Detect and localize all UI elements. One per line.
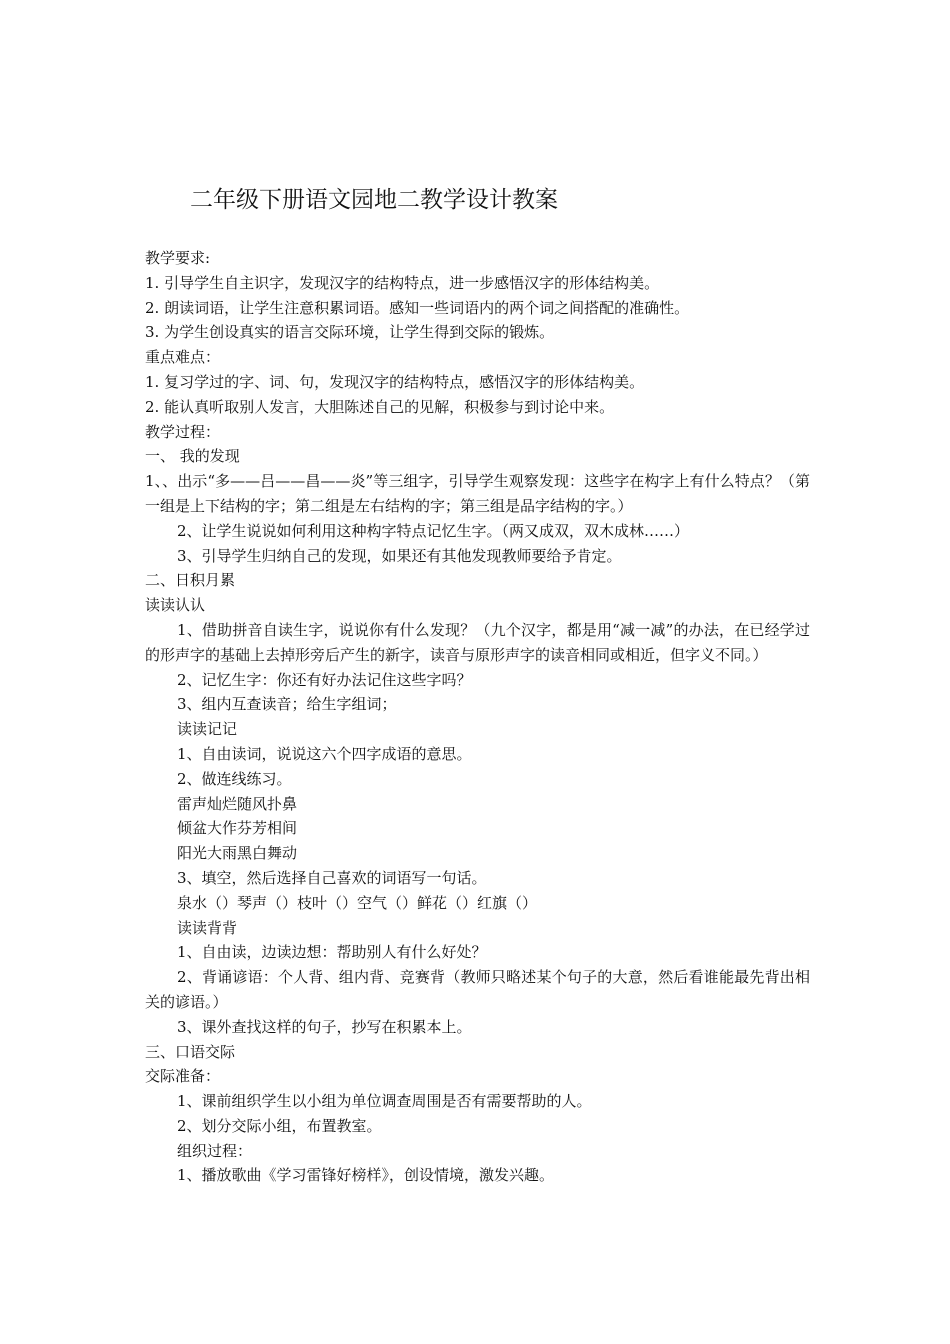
section-heading-requirements: 教学要求: [145,249,211,267]
preparation-step-1: 1、课前组织学生以小组为单位调查周围是否有需要帮助的人。 [177,1092,592,1111]
requirement-item-1: 1. 引导学生自主识字，发现汉字的结构特点，进一步感悟汉字的形体结构美。 [145,273,660,292]
document-title: 二年级下册语文园地二教学设计教案 [190,187,558,213]
requirement-item-2: 2. 朗读词语，让学生注意积累词语。感知一些词语内的两个词之间搭配的准确性。 [145,298,690,317]
discovery-step-3: 3、引导学生归纳自己的发现，如果还有其他发现教师要给予肯定。 [177,546,622,565]
organization-step-1: 1、播放歌曲《学习雷锋好榜样》，创设情境，激发兴趣。 [177,1166,555,1185]
document-body [145,246,810,1188]
part-heading-oral-communication: 三、口语交际 [145,1042,236,1061]
section-heading-key-points: 重点难点： [145,348,221,367]
matching-row-2: 倾盆大作芬芳相间 [177,819,298,838]
fill-in-blanks: 泉水（）琴声（）枝叶（）空气（）鲜花（）红旗（） [177,893,538,912]
key-point-item-1: 1. 复习学过的字、词、句，发现汉字的结构特点，感悟汉字的形体结构美。 [145,372,645,391]
matching-row-3: 阳光大雨黑白舞动 [177,844,298,863]
section-heading-process: 教学过程： [145,422,221,441]
subheading-preparation: 交际准备： [145,1067,221,1086]
discovery-step-1: 1、、出示“多——吕——昌——炎”等三组字，引导学生观察发现：这些字在构字上有什么特点？（第一组是上下结构的字；第二组是左右结构的字；第三组是品字结构的字。） [145,472,810,515]
read-recognize-step-2: 2、记忆生字：你还有好办法记住这些字吗？ [177,670,472,689]
matching-row-1: 雷声灿烂随风扑鼻 [177,794,298,813]
subheading-read-recognize: 读读认认 [145,596,206,615]
key-point-item-2: 2. 能认真听取别人发言，大胆陈述自己的见解，积极参与到讨论中来。 [145,397,615,416]
read-remember-step-1: 1、自由读词，说说这六个四字成语的意思。 [177,744,472,763]
discovery-step-2: 2、让学生说说如何利用这种构字特点记忆生字。（两又成双，双木成林……） [177,521,690,540]
read-recite-step-3: 3、课外查找这样的句子，抄写在积累本上。 [177,1017,472,1036]
subheading-read-remember: 读读记记 [177,720,238,739]
read-recognize-step-3: 3、组内互查读音；给生字组词； [177,695,397,714]
requirement-item-3: 3. 为学生创设真实的语言交际环境，让学生得到交际的锻炼。 [145,323,555,342]
read-recite-step-2: 2、背诵谚语：个人背、组内背、竞赛背（教师只略述某个句子的大意，然后看谁能最先背出相关的谚语。） [145,968,810,1011]
read-remember-step-2: 2、做连线练习。 [177,769,292,788]
part-heading-discovery: 一、 我的发现 [145,447,240,466]
part-heading-accumulation: 二、日积月累 [145,571,236,590]
read-recite-step-1: 1、自由读，边读边想：帮助别人有什么好处？ [177,943,487,962]
subheading-read-recite: 读读背背 [177,918,238,937]
subheading-organization: 组织过程： [177,1141,253,1160]
read-recognize-step-1: 1、借助拼音自读生字，说说你有什么发现？（九个汉字，都是用“减一减”的办法，在已经学过的形声字的基础上去掉形旁后产生的新字，读音与原形声字的读音相同或相近，但字义不同。） [145,620,810,664]
read-remember-step-3: 3、填空，然后选择自己喜欢的词语写一句话。 [177,868,487,887]
preparation-step-2: 2、划分交际小组，布置教室。 [177,1116,382,1135]
